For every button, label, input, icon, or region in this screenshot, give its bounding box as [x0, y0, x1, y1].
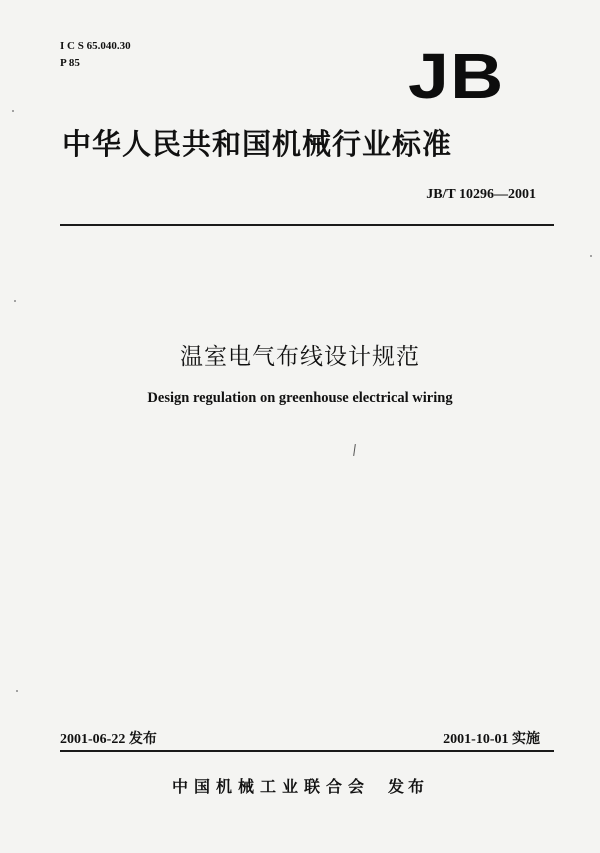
standard-number: JB/T 10296—2001 [426, 187, 536, 202]
scan-speck [14, 300, 16, 302]
document-title-chinese: 温室电气布线设计规范 [180, 344, 420, 370]
scan-speck [12, 110, 14, 112]
standard-category-title: 中华人民共和国机械行业标准 [62, 127, 453, 161]
issue-date: 2001-06-22 发布 [60, 732, 157, 747]
scan-speck [16, 690, 18, 692]
ccs-code: P 85 [60, 57, 80, 69]
footer-divider [60, 750, 554, 752]
ics-code: I C S 65.040.30 [60, 40, 131, 52]
issuer-line [0, 774, 600, 797]
issuer-action: 发布 [388, 777, 429, 796]
header-divider [60, 224, 554, 226]
scan-mark [353, 444, 356, 456]
jb-logo: JB [408, 40, 505, 112]
scan-speck [590, 255, 592, 257]
issuer-organization: 中国机械工业联合会 [171, 777, 370, 796]
implementation-date: 2001-10-01 实施 [443, 732, 540, 747]
document-title-english: Design regulation on greenhouse electrical wiring [147, 390, 453, 406]
